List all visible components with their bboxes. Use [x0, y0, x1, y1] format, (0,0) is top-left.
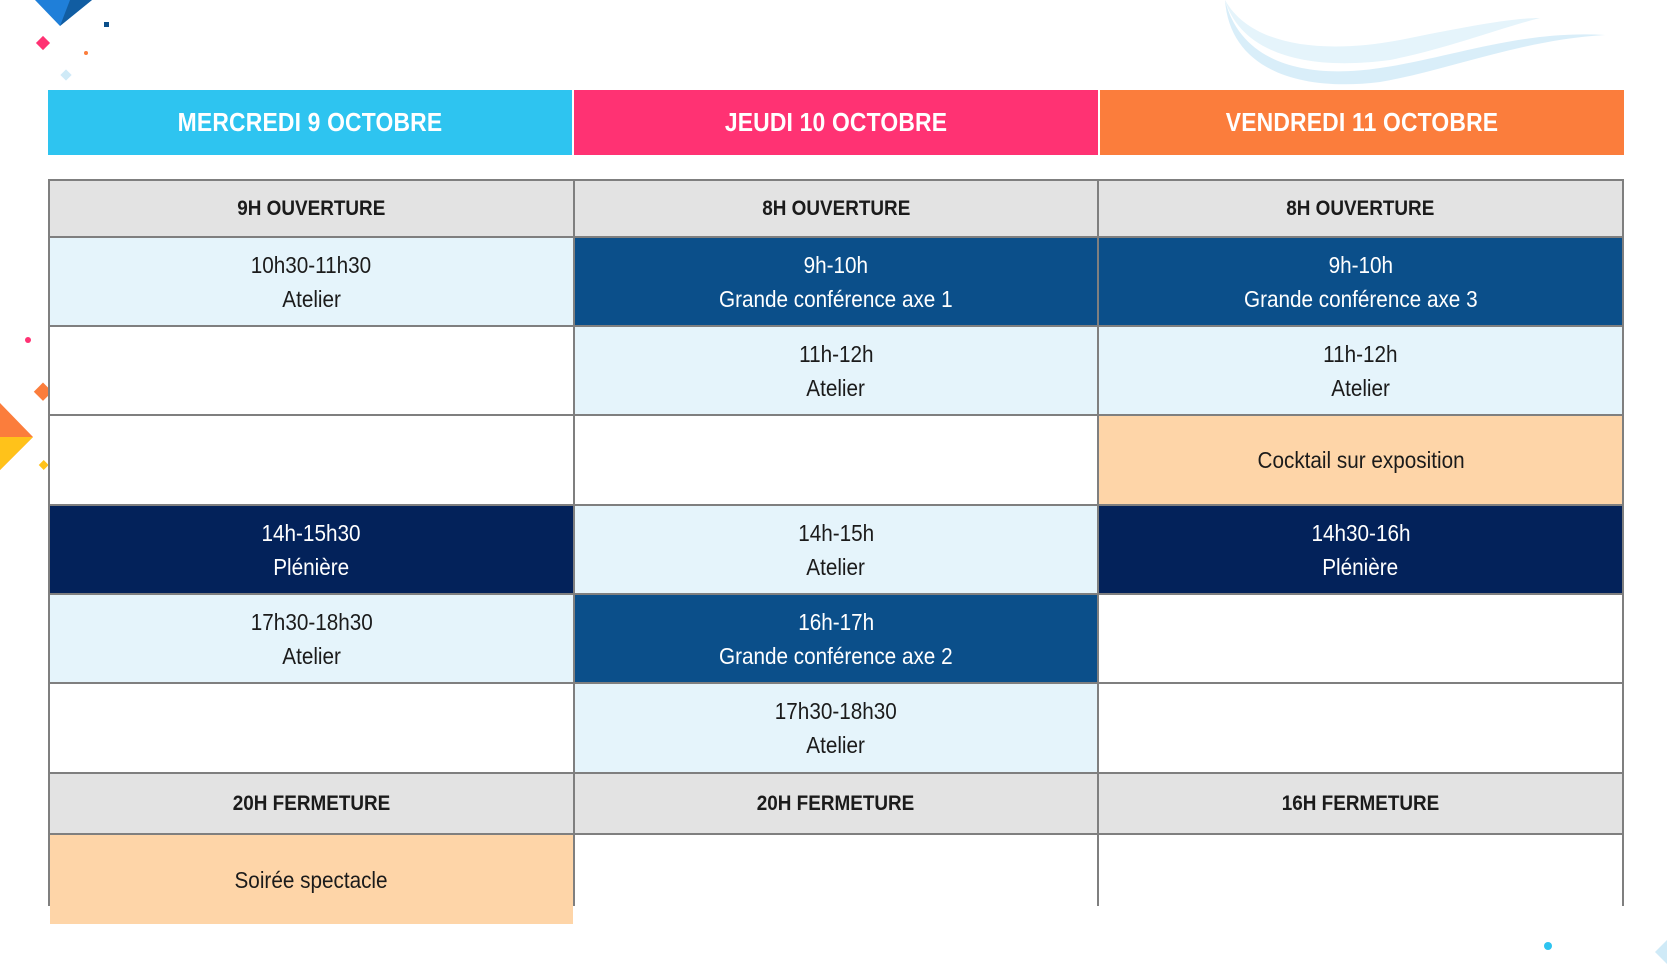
square-shape — [104, 22, 109, 27]
day-header-label: MERCREDI 9 OCTOBRE — [177, 107, 443, 137]
schedule-cell — [50, 774, 573, 833]
diamond-shape — [60, 69, 71, 80]
schedule-cell — [1099, 181, 1622, 236]
day-header-row — [48, 90, 1624, 155]
session-time: 16h-17h — [798, 608, 874, 635]
session-time: 11h-12h — [798, 340, 874, 367]
schedule-cell — [1099, 774, 1622, 833]
dot-shape — [1544, 942, 1552, 950]
day-header-wednesday — [48, 90, 572, 155]
schedule-cell — [50, 595, 573, 682]
schedule-cell — [50, 238, 573, 325]
session-time: 8H OUVERTURE — [761, 196, 911, 220]
session-time: 14h30-16h — [1311, 519, 1411, 546]
session-title: Grande conférence axe 1 — [719, 285, 953, 312]
schedule-cell — [50, 835, 573, 924]
session-time: 20H FERMETURE — [232, 791, 391, 815]
schedule-cell — [1099, 327, 1622, 414]
schedule-cell — [1099, 835, 1622, 924]
session-time: 14h-15h — [798, 519, 874, 546]
session-time: 8H OUVERTURE — [1286, 196, 1435, 220]
session-time: 9H OUVERTURE — [237, 196, 386, 220]
day-header-label: JEUDI 10 OCTOBRE — [724, 107, 948, 137]
session-time: 16H FERMETURE — [1281, 791, 1440, 815]
schedule-cell — [575, 238, 1098, 325]
session-title: Atelier — [806, 374, 866, 401]
session-time: 9h-10h — [1328, 251, 1393, 278]
schedule-cell — [575, 774, 1098, 833]
schedule-cell — [1099, 506, 1622, 593]
schedule-cell — [575, 835, 1098, 924]
session-time: 17h30-18h30 — [250, 608, 373, 635]
session-title: Atelier — [806, 732, 866, 758]
schedule-cell — [1099, 416, 1622, 504]
triangle-shape — [0, 437, 33, 470]
session-title: Atelier — [281, 285, 341, 312]
session-time: 17h30-18h30 — [774, 698, 898, 724]
session-time: 14h-15h30 — [261, 519, 361, 546]
schedule-cell — [50, 416, 573, 504]
dot-shape — [84, 51, 88, 55]
session-title: Grande conférence axe 2 — [719, 642, 953, 669]
session-time: 10h30-11h30 — [251, 251, 372, 278]
schedule-cell — [575, 506, 1098, 593]
diamond-shape — [36, 36, 50, 50]
session-time: 9h-10h — [803, 251, 869, 278]
session-title: Plénière — [1322, 553, 1399, 580]
schedule-cell — [50, 684, 573, 772]
schedule-cell — [575, 327, 1098, 414]
day-header-friday — [1100, 90, 1624, 155]
schedule-table — [48, 179, 1624, 906]
session-title: Atelier — [806, 553, 866, 580]
session-title: Cocktail sur exposition — [1257, 447, 1465, 473]
session-title: Atelier — [1331, 374, 1391, 401]
schedule-cell — [50, 327, 573, 414]
schedule-cell — [50, 181, 573, 236]
session-time: 11h-12h — [1323, 340, 1398, 367]
schedule-cell — [575, 684, 1098, 772]
session-title: Grande conférence axe 3 — [1243, 285, 1478, 312]
session-title: Plénière — [273, 553, 350, 580]
schedule-cell — [575, 595, 1098, 682]
schedule-cell — [1099, 238, 1622, 325]
schedule-cell — [1099, 595, 1622, 682]
session-title: Atelier — [281, 642, 341, 669]
schedule-cell — [50, 506, 573, 593]
session-time: 20H FERMETURE — [757, 791, 915, 815]
day-header-thursday — [574, 90, 1098, 155]
schedule-cell — [575, 181, 1098, 236]
day-header-label: VENDREDI 11 OCTOBRE — [1225, 107, 1499, 137]
session-title: Soirée spectacle — [234, 866, 388, 893]
dot-shape — [25, 337, 31, 343]
diamond-shape — [1655, 940, 1667, 964]
schedule-cell — [575, 416, 1098, 504]
schedule-cell — [1099, 684, 1622, 772]
